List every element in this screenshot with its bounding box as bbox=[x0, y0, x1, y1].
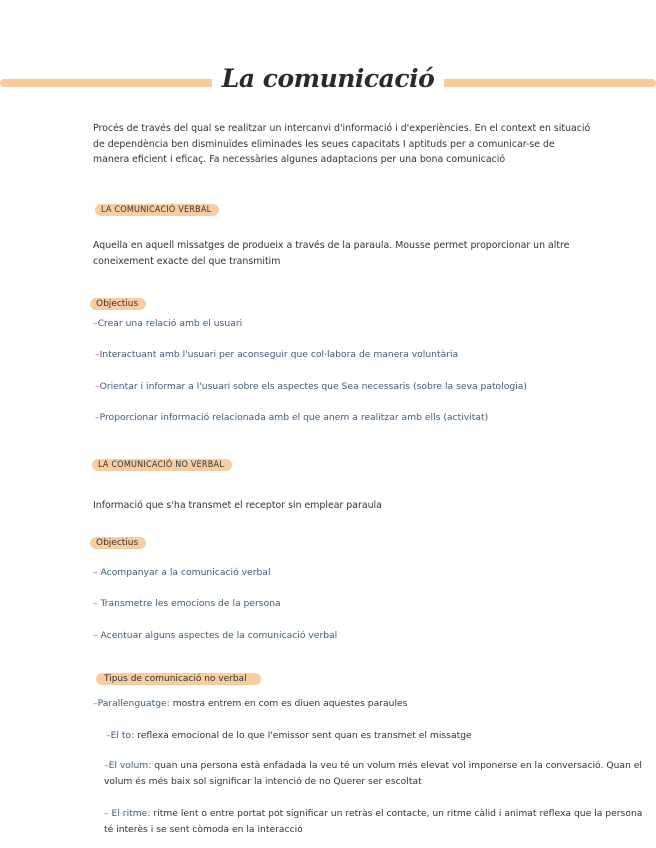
verbal-objectives-label: Objectius bbox=[90, 298, 146, 310]
verbal-heading: LA COMUNICACIÓ VERBAL bbox=[95, 204, 219, 216]
page-title: La comunicació bbox=[0, 64, 656, 93]
sub-item-volum: –El volum: quan una persona està enfadada la veu té un volum més elevat vol imponerse en la conversació. Quan el volum és més baix sol significar la intenció de no Querer ser escoltat bbox=[104, 760, 642, 787]
nonverbal-heading: LA COMUNICACIÓ NO VERBAL bbox=[92, 459, 232, 471]
nonverbal-objectives-label: Objectius bbox=[90, 537, 146, 549]
intro-paragraph: Procés de través del qual se realitzar un intercanvi d'informació i d'experiències. En el context en situació de dependència ben disminuïdes eliminades les seues capacitats I aptituds per a comunicar-se de manera eficient i eficaç. Fa necessàries algunes adaptacions per una bona comunicació bbox=[93, 123, 591, 165]
types-label: Tipus de comunicació no verbal bbox=[96, 673, 261, 685]
verbal-objective-3: –Orientar i informar a l'usuari sobre els aspectes que Sea necessaris (sobre la seva patologia) bbox=[95, 381, 527, 392]
nonverbal-description: Informació que s'ha transmet el receptor sin emplear paraula bbox=[93, 500, 382, 511]
nonverbal-objectives-label-wrap bbox=[90, 530, 146, 549]
nonverbal-objective-1: – Acompanyar a la comunicació verbal bbox=[93, 567, 271, 578]
nonverbal-objective-2: – Transmetre les emocions de la persona bbox=[93, 598, 281, 609]
verbal-objective-1: –Crear una relació amb el usuari bbox=[93, 318, 243, 329]
sub-item-to: –El to: reflexa emocional de lo que l'emissor sent quan es transmet el missatge bbox=[106, 730, 472, 741]
sub-item-ritme: – El ritme: ritme lent o entre portat pot significar un retràs el contacte, un ritme càlid i animat reflexa que la persona té interès i se sent còmoda en la interacció bbox=[104, 808, 643, 835]
paralanguage-item: –Parallenguatge: mostra entrem en com es diuen aquestes paraules bbox=[93, 698, 408, 709]
verbal-description: Aquella en aquell missatges de produeix a través de la paraula. Mousse permet proporcionar un altre coneixement exacte del que transmitim bbox=[93, 240, 570, 267]
verbal-objectives-label-wrap bbox=[90, 291, 146, 310]
verbal-objective-2: –Interactuant amb l'usuari per aconseguir que col·labora de manera voluntària bbox=[95, 349, 459, 360]
nonverbal-objective-3: – Acentuar alguns aspectes de la comunicació verbal bbox=[93, 630, 338, 641]
types-label-wrap bbox=[96, 666, 261, 685]
verbal-objective-4: –Proporcionar informació relacionada amb el que anem a realitzar amb ells (activitat) bbox=[95, 412, 489, 423]
verbal-heading-wrap bbox=[95, 197, 219, 216]
nonverbal-heading-wrap bbox=[92, 452, 232, 471]
